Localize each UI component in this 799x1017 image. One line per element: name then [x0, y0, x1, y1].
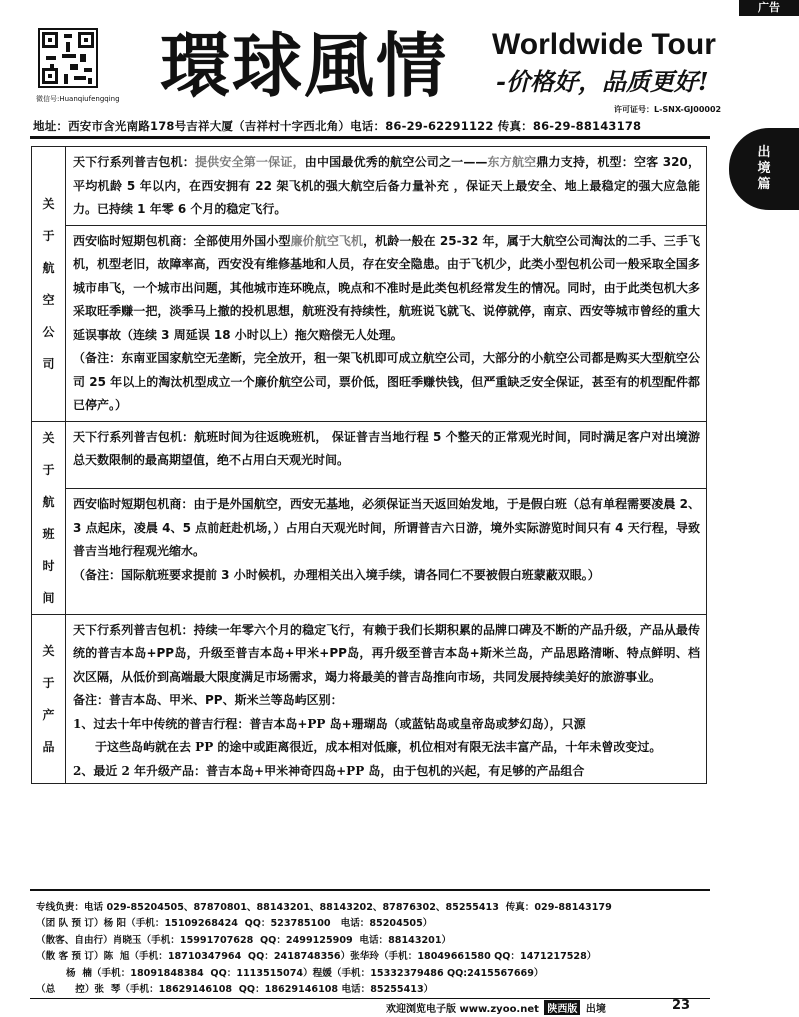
paragraph: [73, 713, 700, 737]
highlight-text: 提供安全第一保证，: [194, 155, 305, 169]
table-row: [32, 489, 707, 614]
body-text: 天下行系列普吉包机：持续一年零六个月的稳定飞行，有赖于我们长期积累的品牌口碑及不断的产品升级，产品从最传统的普吉本岛+PP岛，升级至普吉本岛+甲米+PP岛，再升级至普吉本岛+斯米兰岛，产品思路清晰、特点鲜明、档次区隔，从低价到高端最大限度满足市场需求，竭力将最美的普吉岛推向市场，共同发展持续美好的旅游事业。: [73, 622, 700, 684]
paragraph: [73, 493, 700, 564]
paragraph: [73, 736, 700, 760]
brand-english: Worldwide Tour: [492, 28, 716, 61]
slogan: -价格好，品质更好!: [496, 67, 709, 96]
paragraph: [73, 347, 700, 418]
paragraph: [73, 230, 700, 348]
body-text: 天下行系列普吉包机：: [73, 155, 195, 169]
section-tab: [729, 128, 799, 210]
contact-line: 杨 楠（手机：18091848384 QQ：1113515074）程媛（手机：15332379486 QQ:2415567669）: [36, 967, 544, 979]
table-row: [32, 614, 707, 784]
category-label: 关于航空公司: [32, 147, 66, 422]
page-number: 23: [672, 998, 691, 1013]
comparison-table: [31, 146, 707, 784]
page-footer: [0, 998, 799, 1016]
qr-code: [38, 28, 98, 88]
contact-line: （散客、自由行）肖晓玉（手机：15991707628 QQ：2499125909 电话：88143201）: [36, 934, 452, 946]
body-text: 天下行系列普吉包机：航班时间为往返晚班机， 保证普吉当地行程 5 个整天的正常观光时间，同时满足客户对出境游总天数限制的最高期望值，绝不占用白天观光时间。: [73, 429, 700, 467]
contact-line: （散 客 预 订）陈 旭（手机：18710347964 QQ：2418748356）张华玲（手机：18049661580 QQ：1471217528）: [36, 951, 597, 963]
paragraph: [73, 689, 700, 713]
ad-tag: 广告: [739, 0, 799, 16]
header-divider: [30, 136, 710, 139]
paragraph: [73, 619, 700, 690]
content-cell: [66, 489, 707, 614]
body-text: ，机龄一般在 25-32 年，属于大航空公司淘汰的二手、三手飞机，机型老旧，故障率高，西安没有维修基地和人员，存在安全隐患。由于飞机少，此类小型包机公司一般采取全国多城市串飞，一个城市出问题，其他城市连环晚点，晚点和不准时是此类包机经常发生的情况。同时，由于此类包机大多采取旺季赚一把，淡季马上撤的投机思想，航班没有持续性，航班说飞就飞、说停就停，南京、西安等城市曾经的重大延误事故（连续 3 周延误 18 小时以上）拖欠赔偿无人处理。: [73, 233, 700, 342]
contact-line: （团 队 预 订）杨 阳（手机：15109268424 QQ：523785100 电话：85204505）: [36, 918, 433, 930]
content-cell: [66, 421, 707, 489]
body-text: 西安临时短期包机商：全部使用外国小型: [73, 233, 291, 248]
body-text: 于这些岛屿就在去 PP 的途中或距离很近，成本相对低廉，机位相对有限无法丰富产品，十年未曾改变过。: [95, 740, 662, 754]
contacts-divider: [30, 889, 710, 891]
paragraph: [73, 564, 700, 588]
body-text: （备注：东南亚国家航空无垄断，完全放开，租一架飞机即可成立航空公司，大部分的小航空公司都是购买大型航空公司 25 年以上的淘汰机型成立一个廉价航空公司，票价低，图旺季赚快钱，但严重缺乏安全保证，甚至有的机型配件都已停产。）: [73, 351, 700, 412]
wechat-id: 微信号:Huanqiufengqing: [36, 95, 120, 103]
body-text: 1、过去十年中传统的普吉行程：普吉本岛+PP 岛+珊瑚岛（或蓝钻岛或皇帝岛或梦幻岛），只源: [73, 716, 586, 731]
license-number: 许可证号：L-SNX-GJ00002: [614, 105, 722, 114]
paragraph: [73, 151, 700, 222]
body-text: 鼎力支持，机型：空客 320，平均机龄 5 年以内，在西安拥有 22 架飞机的强大航空后备力量补充 ，保证天上最安全、地上最稳定的强大应急能力。已持续 1 年零 6 个月的稳定飞行。: [73, 155, 700, 216]
body-text: 西安临时短期包机商：由于是外国航空，西安无基地，必须保证当天返回始发地，于是假白班（总有单程需要凌晨 2、3 点起床，凌晨 4、5 点前赶赴机场，）占用白天观光时间，所谓普吉六日游，境外实际游览时间只有 4 天行程，导致普吉当地行程观光缩水。: [73, 497, 700, 559]
content-cell: [66, 614, 707, 784]
highlight-text: 廉价航空飞机: [290, 233, 364, 248]
edition-badge: 陕西版: [544, 1000, 580, 1015]
body-text: 2、最近 2 年升级产品：普吉本岛+甲米神奇四岛+PP 岛，由于包机的兴起，有足够的产品组合: [73, 763, 585, 778]
brand-title: 環球風情: [160, 24, 448, 107]
body-text: 由中国最优秀的航空公司之一——: [304, 155, 488, 169]
body-text: 备注：普吉本岛、甲米、PP、斯米兰等岛屿区别：: [73, 693, 343, 707]
paragraph: [73, 760, 700, 784]
contact-list: [36, 900, 612, 998]
table-row: [32, 225, 707, 421]
contact-line: 专线负责：电话 029-85204505、87870801、88143201、88143202、87876302、85255413 传真：029-88143179: [36, 902, 612, 913]
category-label: 关于航班时间: [32, 421, 66, 614]
content-cell: [66, 225, 707, 421]
body-text: （备注：国际航班要求提前 3 小时候机，办理相关出入境手续，请各同仁不要被假白班蒙蔽双眼。）: [73, 567, 600, 582]
contact-line: （总 控）张 琴（手机：18629146108 QQ：18629146108 电话：85255413）: [36, 984, 434, 996]
section-tab-label: 出境篇: [757, 145, 771, 192]
paragraph: [73, 426, 700, 473]
table-row: [32, 421, 707, 489]
browse-link-text[interactable]: 欢迎浏览电子版 www.zyoo.net: [386, 1004, 539, 1015]
highlight-text: 东方航空: [487, 155, 537, 169]
footer-section: 出境: [585, 1004, 606, 1015]
content-cell: [66, 147, 707, 226]
table-row: [32, 147, 707, 226]
category-label: 关于产品: [32, 614, 66, 784]
address-line: 地址：西安市含光南路178号吉祥大厦（吉祥村十字西北角）电话：86-29-62291122 传真：86-29-88143178: [33, 119, 642, 133]
